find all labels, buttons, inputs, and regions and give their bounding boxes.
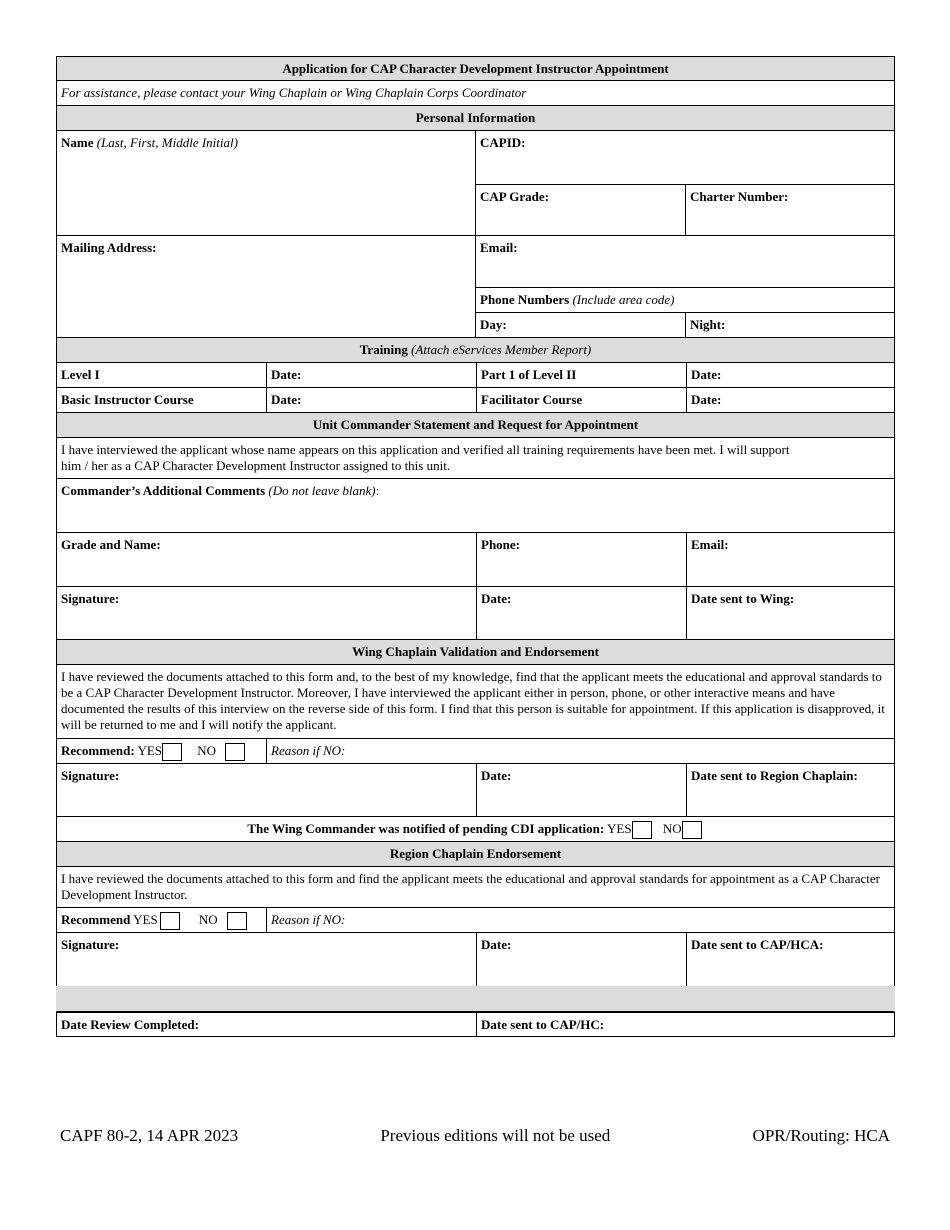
- commander-signature-field[interactable]: Signature:: [61, 591, 120, 606]
- personal-info-header: Personal Information: [57, 106, 894, 130]
- part-1-level-2-date-field[interactable]: Date:: [686, 363, 894, 387]
- basic-instructor-date-field[interactable]: Date:: [266, 388, 476, 412]
- phone-numbers-label: Phone Numbers: [480, 292, 570, 307]
- commander-grade-name-field[interactable]: Grade and Name:: [61, 537, 161, 552]
- facilitator-course-date-field[interactable]: Date:: [686, 388, 894, 412]
- form-title-row: [56, 56, 895, 81]
- charter-number-field[interactable]: Charter Number:: [685, 185, 894, 235]
- night-phone-field[interactable]: Night:: [685, 313, 894, 337]
- wing-reason-field[interactable]: Reason if NO:: [266, 739, 894, 763]
- region-statement: I have reviewed the documents attached to this form and find the applicant meets the educational and approval standards for appointment as a CAP Character Development Instructor.: [61, 871, 880, 902]
- cap-grade-field[interactable]: CAP Grade:: [480, 189, 549, 204]
- cdi-application-form: [56, 56, 895, 1037]
- wing-no-checkbox[interactable]: [225, 743, 245, 761]
- notified-no-checkbox[interactable]: [682, 821, 702, 839]
- level-1-date-field[interactable]: Date:: [266, 363, 476, 387]
- basic-instructor-label: Basic Instructor Course: [61, 392, 194, 407]
- phone-numbers-hint: (Include area code): [572, 292, 675, 307]
- review-row: [56, 1012, 895, 1037]
- region-reason-field[interactable]: Reason if NO:: [266, 908, 894, 932]
- region-date-field[interactable]: Date:: [476, 933, 686, 986]
- wing-yes-checkbox[interactable]: [162, 743, 182, 761]
- region-yes-checkbox[interactable]: [160, 912, 180, 930]
- level-1-label: Level I: [61, 367, 100, 382]
- training-row-2: [56, 388, 895, 413]
- commander-phone-field[interactable]: Phone:: [476, 533, 686, 586]
- wing-recommend: Recommend: YES NO: [57, 739, 266, 763]
- facilitator-course-label: Facilitator Course: [476, 388, 686, 412]
- wing-header-row: [56, 640, 895, 665]
- wing-signature-field[interactable]: Signature:: [61, 768, 120, 783]
- region-header: Region Chaplain Endorsement: [57, 842, 894, 866]
- wing-header: Wing Chaplain Validation and Endorsement: [57, 640, 894, 664]
- form-title: Application for CAP Character Development Instructor Appointment: [57, 57, 894, 80]
- region-recommend: Recommend YES NO: [57, 908, 266, 932]
- wing-date-field[interactable]: Date:: [476, 764, 686, 816]
- capid-field[interactable]: CAPID:: [480, 135, 526, 150]
- wing-recommend-row: [56, 739, 895, 764]
- wing-signature-row: [56, 764, 895, 817]
- commander-email-field[interactable]: Email:: [686, 533, 894, 586]
- personal-header-row: [56, 106, 895, 131]
- wing-statement: I have reviewed the documents attached to this form and, to the best of my knowledge, find that the applicant meets the educational and approval standards to be a CAP Character Development Instructor. Moreover, I have interviewed the applicant either in person, phone, or other interactive means and have documented the results of this interview on the reverse side of this form. I find that this person is suitable for appointment. If this application is disapproved, it will be returned to me and I will notify the applicant.: [61, 669, 885, 732]
- personal-row-1: [56, 131, 895, 236]
- region-recommend-row: [56, 908, 895, 933]
- region-statement-row: [56, 867, 895, 908]
- day-phone-field[interactable]: Day:: [480, 317, 507, 332]
- wing-statement-row: [56, 665, 895, 739]
- mailing-address-field[interactable]: Mailing Address:: [61, 240, 157, 255]
- commander-statement: I have interviewed the applicant whose name appears on this application and verified all training requirements have been met. I will support him / her as a CAP Character Development Instructor assigned to this unit.: [61, 442, 790, 473]
- date-sent-to-cap-hc-field[interactable]: Date sent to CAP/HC:: [476, 1013, 894, 1036]
- region-signature-field[interactable]: Signature:: [61, 937, 120, 952]
- name-label: Name: [61, 135, 94, 150]
- commander-date-field[interactable]: Date:: [476, 587, 686, 639]
- training-header: Training (Attach eServices Member Report): [57, 338, 894, 362]
- region-header-row: [56, 842, 895, 867]
- notified-yes-checkbox[interactable]: [632, 821, 652, 839]
- region-no-checkbox[interactable]: [227, 912, 247, 930]
- commander-row-2: [56, 587, 895, 640]
- editions-note: Previous editions will not be used: [380, 1126, 611, 1145]
- date-sent-to-wing-field[interactable]: Date sent to Wing:: [686, 587, 894, 639]
- commander-header-row: [56, 413, 895, 438]
- commander-comments-field[interactable]: Commander’s Additional Comments (Do not leave blank):: [61, 483, 380, 498]
- commander-statement-row: [56, 438, 895, 479]
- form-id: CAPF 80-2, 14 APR 2023: [60, 1126, 239, 1145]
- assistance-note: For assistance, please contact your Wing Chaplain or Wing Chaplain Corps Coordinator: [61, 85, 527, 100]
- blank-shaded-row: [56, 986, 895, 1012]
- name-hint: (Last, First, Middle Initial): [96, 135, 238, 150]
- training-row-1: [56, 363, 895, 388]
- email-field[interactable]: Email:: [480, 240, 518, 255]
- commander-comments-row: [56, 479, 895, 533]
- date-review-completed-field[interactable]: Date Review Completed:: [61, 1017, 199, 1032]
- assistance-row: [56, 81, 895, 106]
- personal-row-2: [56, 236, 895, 338]
- date-sent-to-cap-hca-field[interactable]: Date sent to CAP/HCA:: [686, 933, 894, 986]
- part-1-level-2-label: Part 1 of Level II: [476, 363, 686, 387]
- date-sent-to-region-field[interactable]: Date sent to Region Chaplain:: [686, 764, 894, 816]
- region-signature-row: [56, 933, 895, 986]
- wing-commander-notified: The Wing Commander was notified of pending CDI application: YES NO: [57, 817, 894, 841]
- name-field[interactable]: [57, 131, 475, 235]
- commander-header: Unit Commander Statement and Request for Appointment: [57, 413, 894, 437]
- training-header-row: [56, 338, 895, 363]
- routing-note: OPR/Routing: HCA: [752, 1126, 890, 1145]
- wing-notified-row: [56, 817, 895, 842]
- commander-row-1: [56, 533, 895, 587]
- page-footer: [60, 1126, 890, 1146]
